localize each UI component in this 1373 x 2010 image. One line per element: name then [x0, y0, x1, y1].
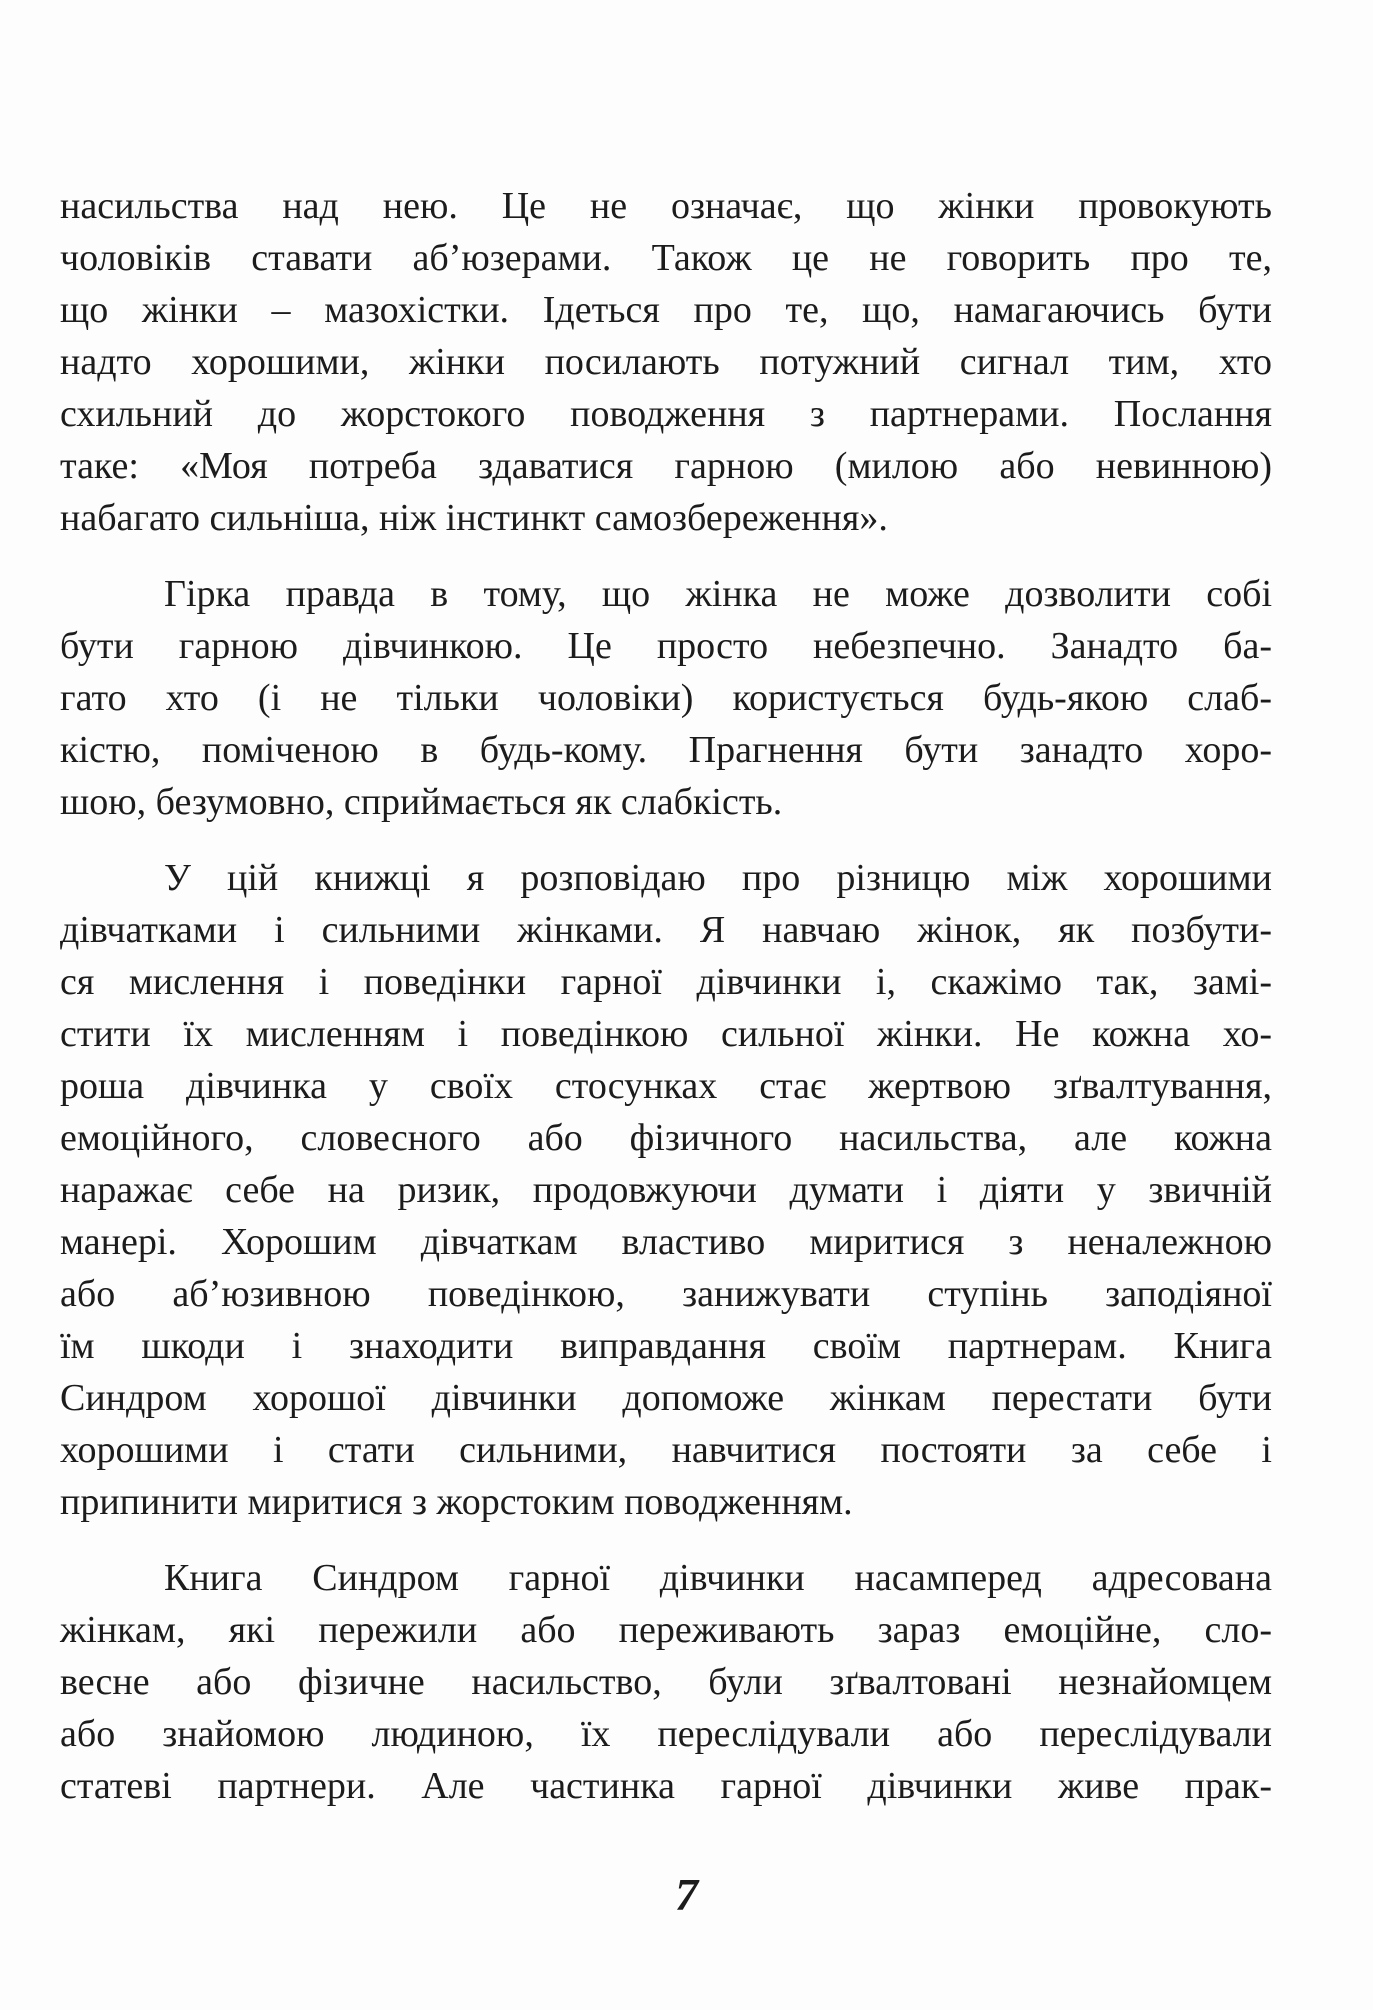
text-line: припинити миритися з жорстоким поводженням.	[60, 1481, 853, 1523]
text-line: їм шкоди і знаходити виправдання своїм партнерам. Книга	[60, 1325, 1272, 1367]
paragraph-2	[60, 568, 1272, 828]
text-line: статеві партнери. Але частинка гарної дівчинки живе прак-	[60, 1765, 1272, 1807]
text-line: набагато сильніша, ніж інстинкт самозбереження».	[60, 497, 888, 539]
text-line: дівчатками і сильними жінками. Я навчаю жінок, як позбути-	[60, 909, 1272, 951]
text-line: шою, безумовно, сприймається як слабкість.	[60, 781, 783, 823]
text-line: кістю, поміченою в будь-кому. Прагнення бути занадто хоро-	[60, 729, 1272, 771]
text-line: надто хорошими, жінки посилають потужний сигнал тим, хто	[60, 341, 1272, 383]
text-line: Синдром хорошої дівчинки допоможе жінкам перестати бути	[60, 1377, 1272, 1419]
text-line: насильства над нею. Це не означає, що жінки провокують	[60, 185, 1272, 227]
text-line: стити їх мисленням і поведінкою сильної жінки. Не кожна хо-	[60, 1013, 1272, 1055]
text-line: гато хто (і не тільки чоловіки) користується будь-якою слаб-	[60, 677, 1272, 719]
text-line: хорошими і стати сильними, навчитися постояти за себе і	[60, 1429, 1272, 1471]
text-line: емоційного, словесного або фізичного насильства, але кожна	[60, 1117, 1272, 1159]
text-line: що жінки – мазохістки. Ідеться про те, що, намагаючись бути	[60, 289, 1272, 331]
page-number: 7	[675, 1869, 698, 1920]
body-text	[60, 180, 1272, 1836]
text-line: схильний до жорстокого поводження з партнерами. Послання	[60, 393, 1272, 435]
text-line: бути гарною дівчинкою. Це просто небезпечно. Занадто ба-	[60, 625, 1272, 667]
text-line: чоловіків ставати аб’юзерами. Також це не говорить про те,	[60, 237, 1272, 279]
text-line: або аб’юзивною поведінкою, занижувати ступінь заподіяної	[60, 1273, 1272, 1315]
text-line: весне або фізичне насильство, були зґвалтовані незнайомцем	[60, 1661, 1272, 1703]
text-line: ся мислення і поведінки гарної дівчинки і, скажімо так, замі-	[60, 961, 1272, 1003]
text-line: Книга Синдром гарної дівчинки насамперед адресована	[164, 1557, 1272, 1599]
text-line: роша дівчинка у своїх стосунках стає жертвою зґвалтування,	[60, 1065, 1272, 1107]
paragraph-1	[60, 180, 1272, 544]
text-line: жінкам, які пережили або переживають зараз емоційне, сло-	[60, 1609, 1272, 1651]
text-line: наражає себе на ризик, продовжуючи думати і діяти у звичній	[60, 1169, 1272, 1211]
text-line: манері. Хорошим дівчаткам властиво миритися з неналежною	[60, 1221, 1272, 1263]
paragraph-3	[60, 852, 1272, 1528]
text-line: таке: «Моя потреба здаватися гарною (милою або невинною)	[60, 445, 1272, 487]
paragraph-4	[60, 1552, 1272, 1812]
text-line: У цій книжці я розповідаю про різницю між хорошими	[164, 857, 1272, 899]
text-line: Гірка правда в тому, що жінка не може дозволити собі	[164, 573, 1272, 615]
text-line: або знайомою людиною, їх переслідували або переслідували	[60, 1713, 1272, 1755]
